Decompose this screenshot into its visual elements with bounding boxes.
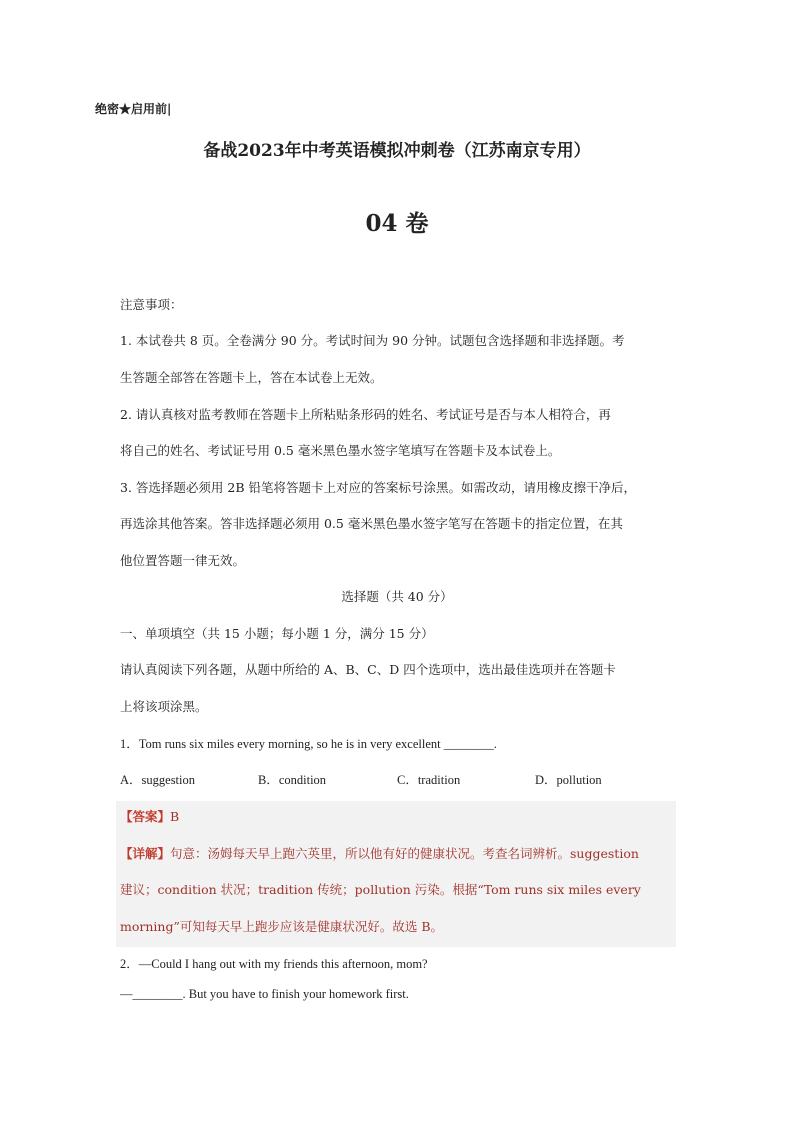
option-a: A．suggestion — [120, 773, 196, 787]
question-1-stem: 1．Tom runs six miles every morning, so he is in very excellent ________. — [120, 737, 497, 751]
question-2-reply: —________. But you have to finish your homework first. — [120, 987, 409, 1001]
option-d: D．pollution — [535, 773, 602, 787]
exam-title: 备战2023年中考英语模拟冲刺卷（江苏南京专用） — [203, 141, 591, 161]
answer-line — [120, 807, 179, 825]
confidential-mark: 绝密★启用前| — [95, 102, 172, 116]
detail-text: 句意：汤姆每天早上跑六英里，所以他有好的健康状况。考查名词辨析。suggestion — [170, 846, 639, 861]
notes-heading: 注意事项： — [120, 297, 183, 312]
instruction-line: 上将该项涂黑。 — [120, 699, 208, 714]
option-c: C．tradition — [397, 773, 461, 787]
answer-label: 【答案】 — [120, 809, 171, 824]
detail-line: 建议；condition 状况；tradition 传统；pollution 污染。根据“Tom runs six miles every — [120, 882, 641, 897]
note-line: 再选涂其他答案。答非选择题必须用 0.5 毫米黑色墨水签字笔写在答题卡的指定位置，在其 — [120, 516, 623, 531]
instruction-line: 请认真阅读下列各题，从题中所给的 A、B、C、D 四个选项中，选出最佳选项并在答题卡 — [120, 662, 616, 677]
question-2-stem: 2．—Could I hang out with my friends this afternoon, mom? — [120, 957, 428, 971]
note-line: 3. 答选择题必须用 2B 铅笔将答题卡上对应的答案标号涂黑。如需改动，请用橡皮擦干净后， — [120, 480, 636, 495]
note-line: 他位置答题一律无效。 — [120, 553, 246, 568]
detail-label: 【详解】 — [120, 846, 171, 861]
note-line: 1. 本试卷共 8 页。全卷满分 90 分。考试时间为 90 分钟。试题包含选择题和非选择题。考 — [120, 333, 625, 348]
section-heading: 选择题（共 40 分） — [341, 589, 453, 604]
note-line: 生答题全部答在答题卡上，答在本试卷上无效。 — [120, 370, 383, 385]
answer-value: B — [170, 809, 180, 824]
part-heading: 一、单项填空（共 15 小题；每小题 1 分，满分 15 分） — [120, 626, 434, 641]
option-b: B．condition — [258, 773, 327, 787]
volume-number: 04 卷 — [365, 210, 429, 237]
detail-line: morning”可知每天早上跑步应该是健康状况好。故选 B。 — [120, 919, 444, 934]
note-line: 2. 请认真核对监考教师在答题卡上所粘贴条形码的姓名、考试证号是否与本人相符合，再 — [120, 407, 611, 422]
detail-line — [120, 844, 639, 862]
note-line: 将自己的姓名、考试证号用 0.5 毫米黑色墨水签字笔填写在答题卡及本试卷上。 — [120, 443, 561, 458]
